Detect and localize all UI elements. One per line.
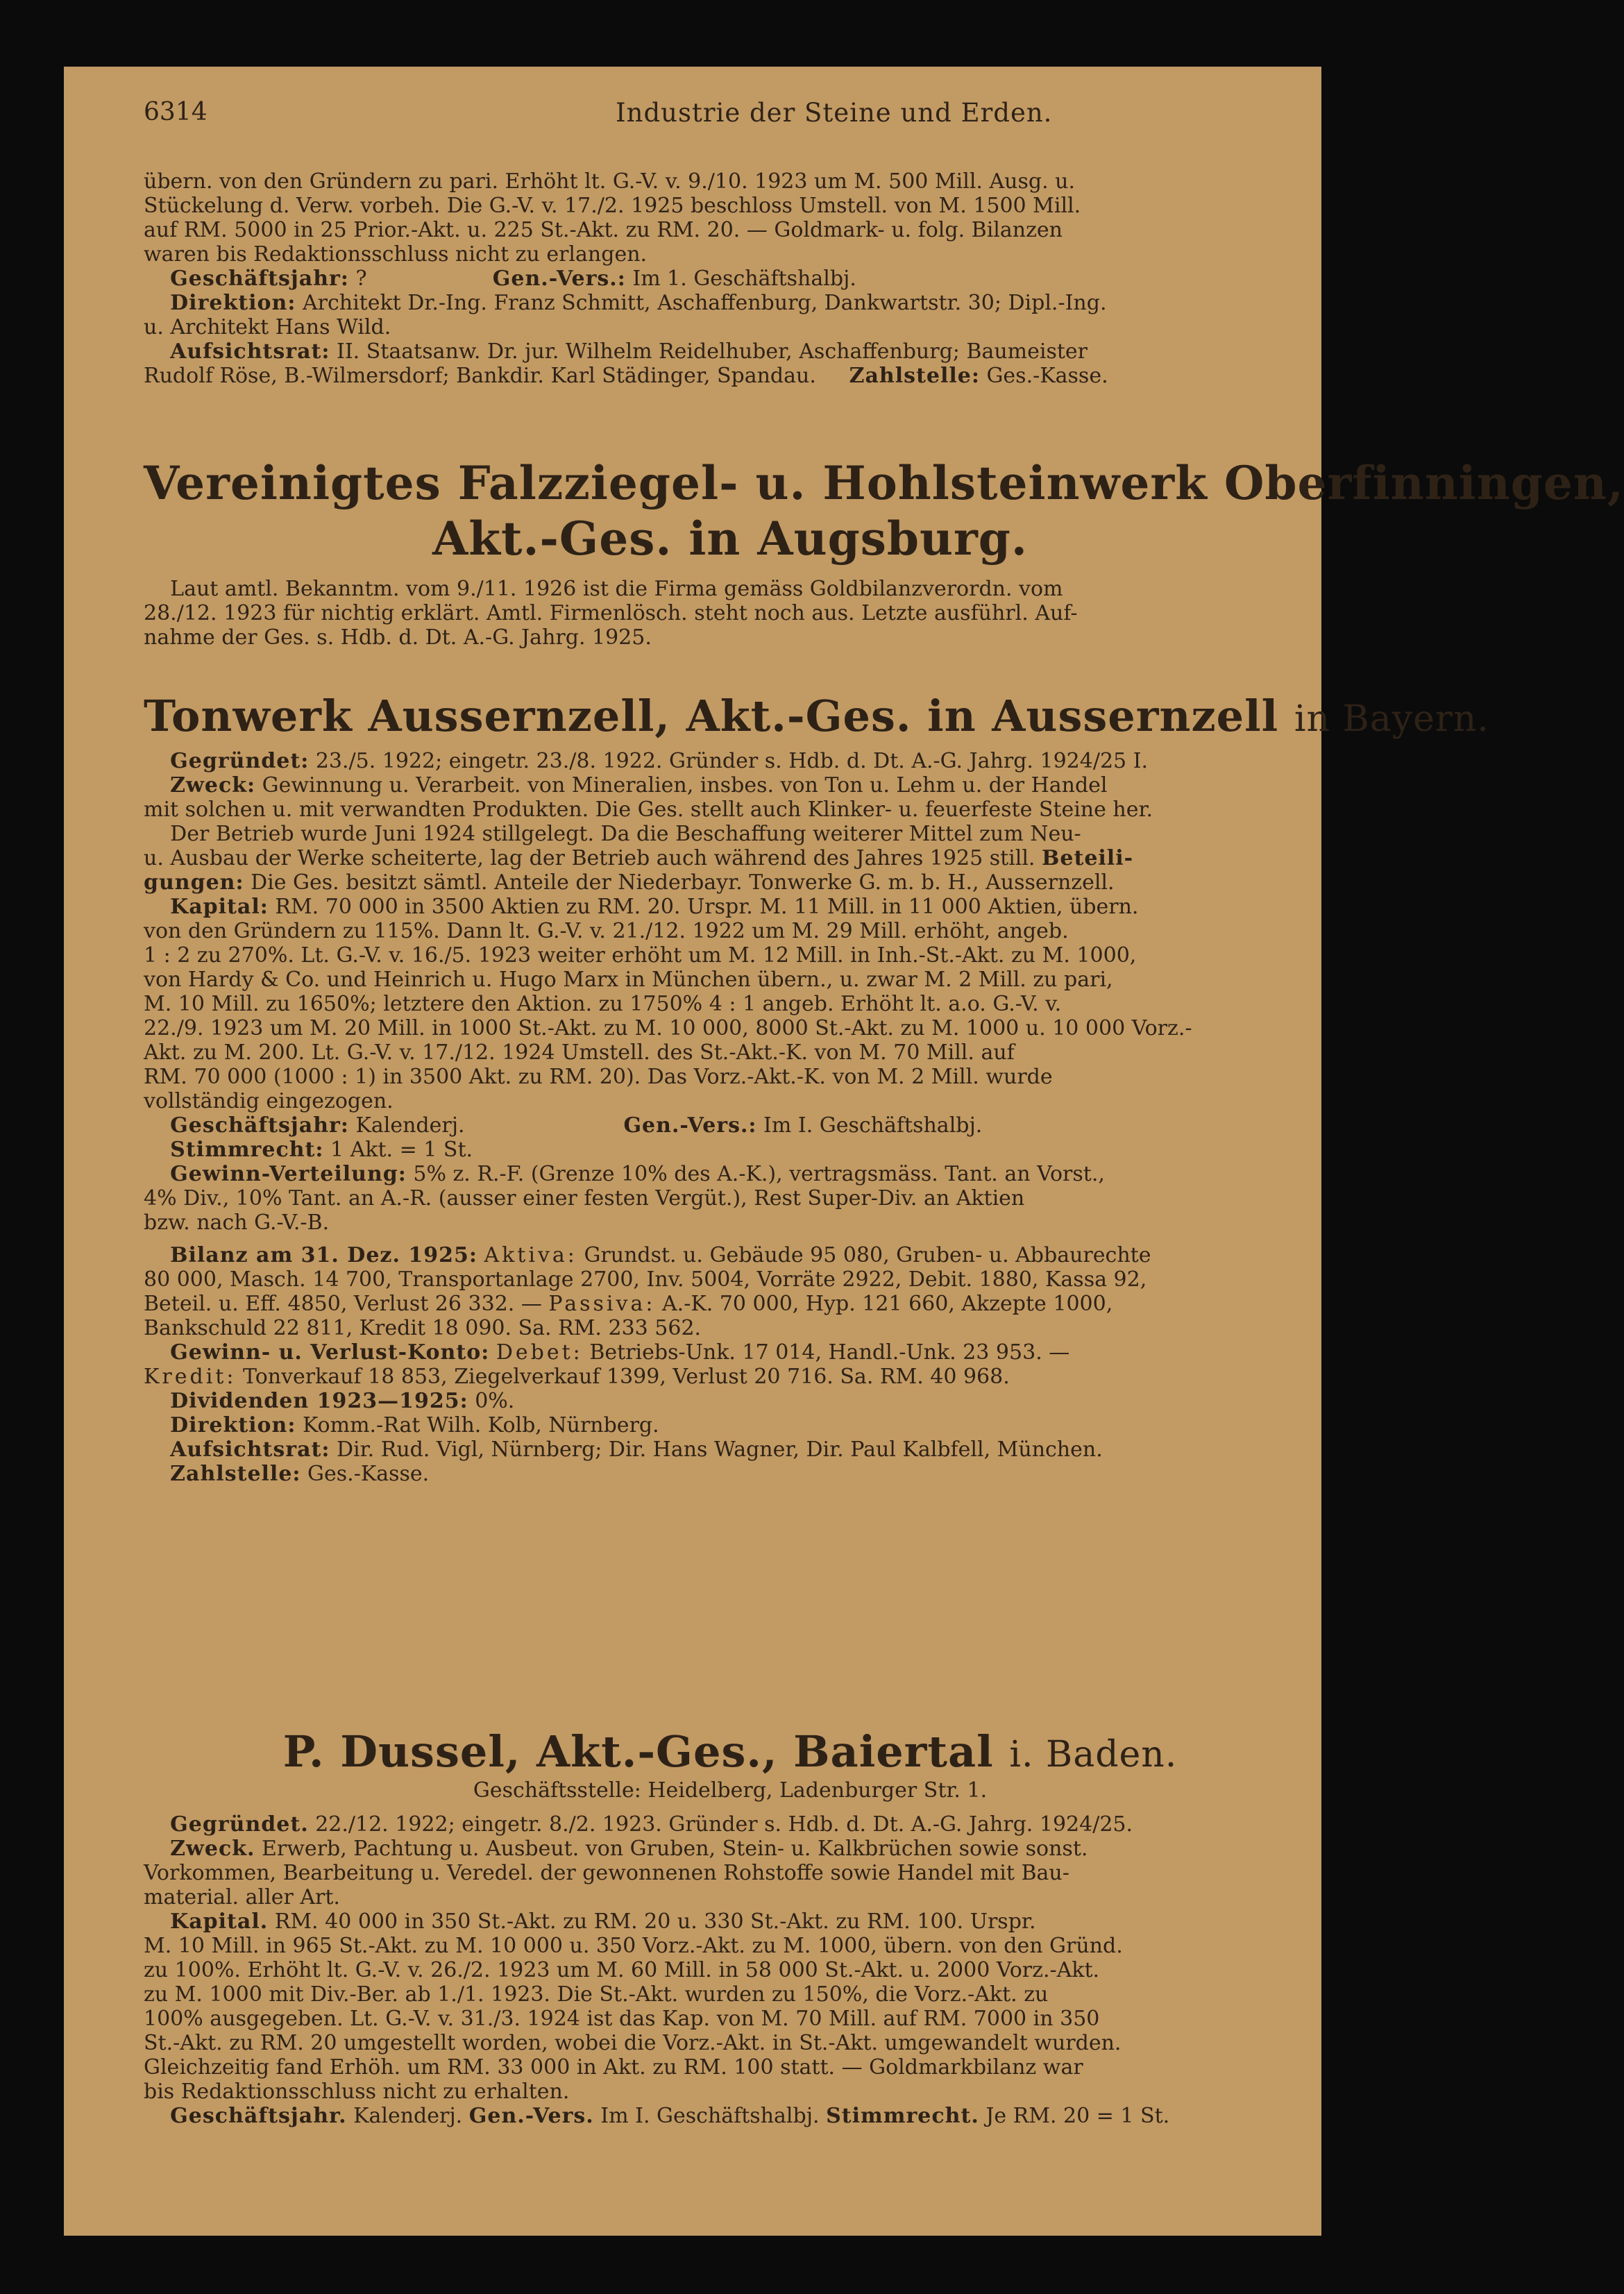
- liabilities-label: Passiva:: [548, 1292, 656, 1316]
- founded-line: [144, 749, 1317, 773]
- voting-right-label: Stimmrecht:: [170, 1138, 324, 1162]
- paying-agent-label: Zahlstelle:: [170, 1462, 301, 1486]
- entry-aussernzell: [144, 690, 1489, 743]
- supervisory-label: Aufsichtsrat:: [170, 339, 330, 364]
- text-line: auf RM. 5000 in 25 Prior.-Akt. u. 225 St.-Akt. zu RM. 20. — Goldmark- u. folg. Bilanzen: [144, 218, 1063, 242]
- profit-distribution-line: 4% Div., 10% Tant. an A.-R. (ausser einer festen Vergüt.), Rest Super-Div. an Aktien: [144, 1186, 1025, 1211]
- founded-label: Gegründet.: [170, 1812, 309, 1837]
- capital-line: [144, 895, 1317, 919]
- balance-text: Grundst. u. Gebäude 95 080, Gruben- u. Abbaurechte: [584, 1243, 1151, 1267]
- balance-text: Beteil. u. Eff. 4850, Verlust 26 332. —: [144, 1292, 542, 1316]
- board-label: Direktion:: [170, 291, 296, 315]
- fiscal-year-value: ?: [355, 267, 367, 291]
- text-line: waren bis Redaktionsschluss nicht zu erlangen.: [144, 242, 648, 267]
- fiscal-year-label: Geschäftsjahr:: [170, 1113, 349, 1138]
- capital-line: 100% ausgegeben. Lt. G.-V. v. 31./3. 1924 ist das Kap. von M. 70 Mill. auf RM. 7000 in 350: [144, 2007, 1100, 2031]
- fiscal-year-line: [144, 2104, 1317, 2128]
- entry-title-main: Tonwerk Aussernzell, Akt.-Ges. in Aussernzell: [144, 691, 1279, 741]
- supervisory-line: [144, 1437, 1317, 1462]
- voting-right-value: 1 Akt. = 1 St.: [330, 1138, 473, 1162]
- capital-label: Kapital:: [170, 895, 269, 919]
- general-meeting-label: Gen.-Vers.:: [492, 267, 626, 291]
- profit-distribution-text: 5% z. R.-F. (Grenze 10% des A.-K.), vertragsmäss. Tant. an Vorst.,: [413, 1162, 1105, 1186]
- fiscal-year-value: Kalenderj.: [355, 1113, 465, 1138]
- capital-line: von den Gründern zu 115%. Dann lt. G.-V. v. 21./12. 1922 um M. 29 Mill. erhöht, angeb.: [144, 919, 1069, 943]
- supervisory-text: II. Staatsanw. Dr. jur. Wilhelm Reidelhuber, Aschaffenburg; Baumeister: [336, 339, 1088, 364]
- holdings-label: gungen:: [144, 870, 244, 895]
- paying-agent-label: Zahlstelle:: [849, 364, 980, 388]
- text-line: Stückelung d. Verw. vorbeh. Die G.-V. v. 17./2. 1925 beschloss Umstell. von M. 1500 Mill.: [144, 194, 1081, 218]
- text: u. Ausbau der Werke scheiterte, lag der Betrieb auch während des Jahres 1925 still.: [144, 846, 1035, 870]
- paying-agent-value: Ges.-Kasse.: [307, 1462, 430, 1486]
- capital-line: zu M. 1000 mit Div.-Ber. ab 1./1. 1923. Die St.-Akt. wurden zu 150%, die Vorz.-Akt. zu: [144, 1982, 1049, 2007]
- capital-line: [144, 1909, 1317, 1934]
- supervisory-text: Rudolf Röse, B.-Wilmersdorf; Bankdir. Karl Städinger, Spandau.: [144, 364, 816, 388]
- entry-title: Akt.-Ges. in Augsburg.: [432, 512, 1028, 566]
- text-line: 28./12. 1923 für nichtig erklärt. Amtl. Firmenlösch. steht noch aus. Letzte ausführl. Auf-: [144, 601, 1078, 625]
- pnl-line: [144, 1365, 1317, 1389]
- fiscal-year-line: [144, 1113, 1317, 1138]
- balance-label: Bilanz am 31. Dez. 1925:: [170, 1243, 477, 1267]
- text-line: nahme der Ges. s. Hdb. d. Dt. A.-G. Jahrg. 1925.: [144, 625, 652, 650]
- entry-dussel-body: [144, 1812, 1317, 2128]
- purpose-line: Vorkommen, Bearbeitung u. Veredel. der gewonnenen Rohstoffe sowie Handel mit Bau-: [144, 1861, 1069, 1885]
- credit-label: Kredit:: [144, 1365, 237, 1389]
- purpose-text: Erwerb, Pachtung u. Ausbeut. von Gruben, Stein- u. Kalkbrüchen sowie sonst.: [262, 1837, 1088, 1861]
- holdings-line: [144, 870, 1317, 895]
- pnl-label: Gewinn- u. Verlust-Konto:: [170, 1340, 490, 1365]
- general-meeting-value: Im I. Geschäftshalbj.: [763, 1113, 983, 1138]
- capital-line: M. 10 Mill. zu 1650%; letztere den Aktion. zu 1750% 4 : 1 angeb. Erhöht lt. a.o. G.-V. v.: [144, 992, 1062, 1016]
- capital-label: Kapital.: [170, 1909, 269, 1934]
- entry-dussel: [144, 1726, 1317, 1803]
- text-line: übern. von den Gründern zu pari. Erhöht lt. G.-V. v. 9./10. 1923 um M. 500 Mill. Ausg. u.: [144, 169, 1076, 194]
- balance-text: A.-K. 70 000, Hyp. 121 660, Akzepte 1000,: [662, 1292, 1113, 1316]
- supervisory-value: Dir. Rud. Vigl, Nürnberg; Dir. Hans Wagner, Dir. Paul Kalbfell, München.: [336, 1437, 1103, 1462]
- balance-line: Bankschuld 22 811, Kredit 18 090. Sa. RM. 233 562.: [144, 1316, 702, 1340]
- founded-value: 22./12. 1922; eingetr. 8./2. 1923. Gründer s. Hdb. d. Dt. A.-G. Jahrg. 1924/25.: [315, 1812, 1133, 1837]
- general-meeting-value: Im I. Geschäftshalbj.: [600, 2104, 820, 2128]
- balance-line: [144, 1243, 1317, 1267]
- holdings-value: Die Ges. besitzt sämtl. Anteile der Niederbayr. Tonwerke G. m. b. H., Aussernzell.: [251, 870, 1115, 895]
- supervisory-line: [144, 339, 1317, 364]
- capital-line: RM. 70 000 (1000 : 1) in 3500 Akt. zu RM. 20). Das Vorz.-Akt.-K. von M. 2 Mill. wurde: [144, 1065, 1053, 1089]
- entry-title: [144, 690, 1489, 743]
- profit-distribution-line: [144, 1162, 1317, 1186]
- spacer: [144, 1235, 1317, 1243]
- balance-line: [144, 1292, 1317, 1316]
- paying-agent-value: Ges.-Kasse.: [986, 364, 1108, 388]
- supervisory-label: Aufsichtsrat:: [170, 1437, 330, 1462]
- debit-label: Debet:: [496, 1340, 583, 1365]
- capital-line: M. 10 Mill. in 965 St.-Akt. zu M. 10 000 u. 350 Vorz.-Akt. zu M. 1000, übern. von den Gründ.: [144, 1934, 1123, 1958]
- voting-right-line: [144, 1138, 1317, 1162]
- board-line: [144, 1413, 1317, 1437]
- purpose-line: [144, 773, 1317, 798]
- general-meeting-label: Gen.-Vers.:: [623, 1113, 757, 1138]
- general-meeting-label: Gen.-Vers.: [468, 2104, 594, 2128]
- running-title: Industrie der Steine und Erden.: [616, 98, 1053, 128]
- purpose-text: Gewinnung u. Verarbeit. von Mineralien, insbes. von Ton u. Lehm u. der Handel: [262, 773, 1108, 798]
- capital-line: von Hardy & Co. und Heinrich u. Hugo Marx in München übern., u. zwar M. 2 Mill. zu pari,: [144, 968, 1113, 992]
- entry-oberfinningen-body: [144, 577, 1317, 650]
- board-line: [144, 291, 1317, 315]
- dividends-line: [144, 1389, 1317, 1413]
- capital-text: RM. 70 000 in 3500 Aktien zu RM. 20. Urspr. M. 11 Mill. in 11 000 Aktien, übern.: [275, 895, 1139, 919]
- text: Der Betrieb wurde Juni 1924 stillgelegt. Da die Beschaffung weiterer Mittel zum Neu-: [170, 822, 1081, 846]
- purpose-line: [144, 1837, 1317, 1861]
- capital-line: zu 100%. Erhöht lt. G.-V. v. 26./2. 1923 um M. 60 Mill. in 58 000 St.-Akt. u. 2000 Vorz.-Akt.: [144, 1958, 1100, 1982]
- profit-distribution-line: bzw. nach G.-V.-B.: [144, 1211, 330, 1235]
- founded-value: 23./5. 1922; eingetr. 23./8. 1922. Gründer s. Hdb. d. Dt. A.-G. Jahrg. 1924/25 I.: [315, 749, 1149, 773]
- capital-line: 1 : 2 zu 270%. Lt. G.-V. v. 16./5. 1923 weiter erhöht um M. 12 Mill. in Inh.-St.-Akt. zu M. 1000,: [144, 943, 1137, 968]
- dividends-value: 0%.: [475, 1389, 515, 1413]
- capital-line: vollständig eingezogen.: [144, 1089, 394, 1113]
- entry-title: Vereinigtes Falzziegel- u. Hohlsteinwerk Oberfinningen,: [144, 456, 1624, 510]
- capital-line: 22./9. 1923 um M. 20 Mill. in 1000 St.-Akt. zu M. 10 000, 8000 St.-Akt. zu M. 1000 u. 10 000 Vorz.-: [144, 1016, 1192, 1040]
- founded-line: [144, 1812, 1317, 1837]
- holdings-label: Beteili-: [1042, 846, 1134, 870]
- text-line: [144, 577, 1317, 601]
- text: Laut amtl. Bekanntm. vom 9./11. 1926 ist die Firma gemäss Goldbilanzverordn. vom: [170, 577, 1063, 601]
- page-number: 6314: [144, 98, 208, 126]
- general-meeting-value: Im 1. Geschäftshalbj.: [632, 267, 856, 291]
- fiscal-year-label: Geschäftsjahr.: [170, 2104, 347, 2128]
- pnl-line: [144, 1340, 1317, 1365]
- capital-line: St.-Akt. zu RM. 20 umgestellt worden, wobei die Vorz.-Akt. in St.-Akt. umgewandelt wurden.: [144, 2031, 1122, 2055]
- purpose-line: mit solchen u. mit verwandten Produkten. Die Ges. stellt auch Klinker- u. feuerfeste Steine her.: [144, 798, 1153, 822]
- board-text: Architekt Dr.-Ing. Franz Schmitt, Aschaffenburg, Dankwartstr. 30; Dipl.-Ing.: [302, 291, 1107, 315]
- document-page: [64, 67, 1624, 2236]
- entry-aussernzell-body: [144, 749, 1317, 1486]
- capital-line: Gleichzeitig fand Erhöh. um RM. 33 000 in Akt. zu RM. 100 statt. — Goldmarkbilanz war: [144, 2055, 1083, 2080]
- entry-title-suffix: i. Baden.: [1009, 1734, 1178, 1776]
- assets-label: Aktiva:: [484, 1243, 577, 1267]
- pnl-text: Betriebs-Unk. 17 014, Handl.-Unk. 23 953. —: [589, 1340, 1070, 1365]
- capital-text: RM. 40 000 in 350 St.-Akt. zu RM. 20 u. 330 St.-Akt. zu RM. 100. Urspr.: [274, 1909, 1036, 1934]
- capital-line: Akt. zu M. 200. Lt. G.-V. v. 17./12. 1924 Umstell. des St.-Akt.-K. von M. 70 Mill. auf: [144, 1040, 1015, 1065]
- pnl-text: Tonverkauf 18 853, Ziegelverkauf 1399, Verlust 20 716. Sa. RM. 40 968.: [243, 1365, 1010, 1389]
- capital-line: bis Redaktionsschluss nicht zu erhalten.: [144, 2080, 570, 2104]
- text-line: [144, 846, 1317, 870]
- board-label: Direktion:: [170, 1413, 296, 1437]
- fiscal-year-label: Geschäftsjahr:: [170, 267, 349, 291]
- fiscal-year-line: [144, 267, 1317, 291]
- purpose-label: Zweck.: [170, 1837, 255, 1861]
- fiscal-year-value: Kalenderj.: [353, 2104, 463, 2128]
- balance-line: 80 000, Masch. 14 700, Transportanlage 2700, Inv. 5004, Vorräte 2922, Debit. 1880, Kassa 92,: [144, 1267, 1147, 1292]
- profit-distribution-label: Gewinn-Verteilung:: [170, 1162, 407, 1186]
- entry-oberfinningen: [144, 455, 1624, 566]
- dividends-label: Dividenden 1923—1925:: [170, 1389, 468, 1413]
- voting-right-label: Stimmrecht.: [826, 2104, 979, 2128]
- founded-label: Gegründet:: [170, 749, 310, 773]
- entry-subtitle: Geschäftsstelle: Heidelberg, Ladenburger Str. 1.: [473, 1778, 988, 1803]
- entry-title-suffix: in Bayern.: [1294, 698, 1489, 740]
- board-value: Komm.-Rat Wilh. Kolb, Nürnberg.: [302, 1413, 659, 1437]
- supervisory-line: [144, 364, 1317, 388]
- purpose-line: material. aller Art.: [144, 1885, 340, 1909]
- page-header: [144, 98, 1313, 140]
- previous-entry-continuation: [144, 169, 1317, 388]
- board-line: u. Architekt Hans Wild.: [144, 315, 391, 339]
- paying-agent-line: [144, 1462, 1317, 1486]
- text-line: [144, 822, 1317, 846]
- purpose-label: Zweck:: [170, 773, 256, 798]
- voting-right-value: Je RM. 20 = 1 St.: [986, 2104, 1170, 2128]
- entry-title: [144, 1726, 1317, 1778]
- entry-title-main: P. Dussel, Akt.-Ges., Baiertal: [282, 1726, 994, 1777]
